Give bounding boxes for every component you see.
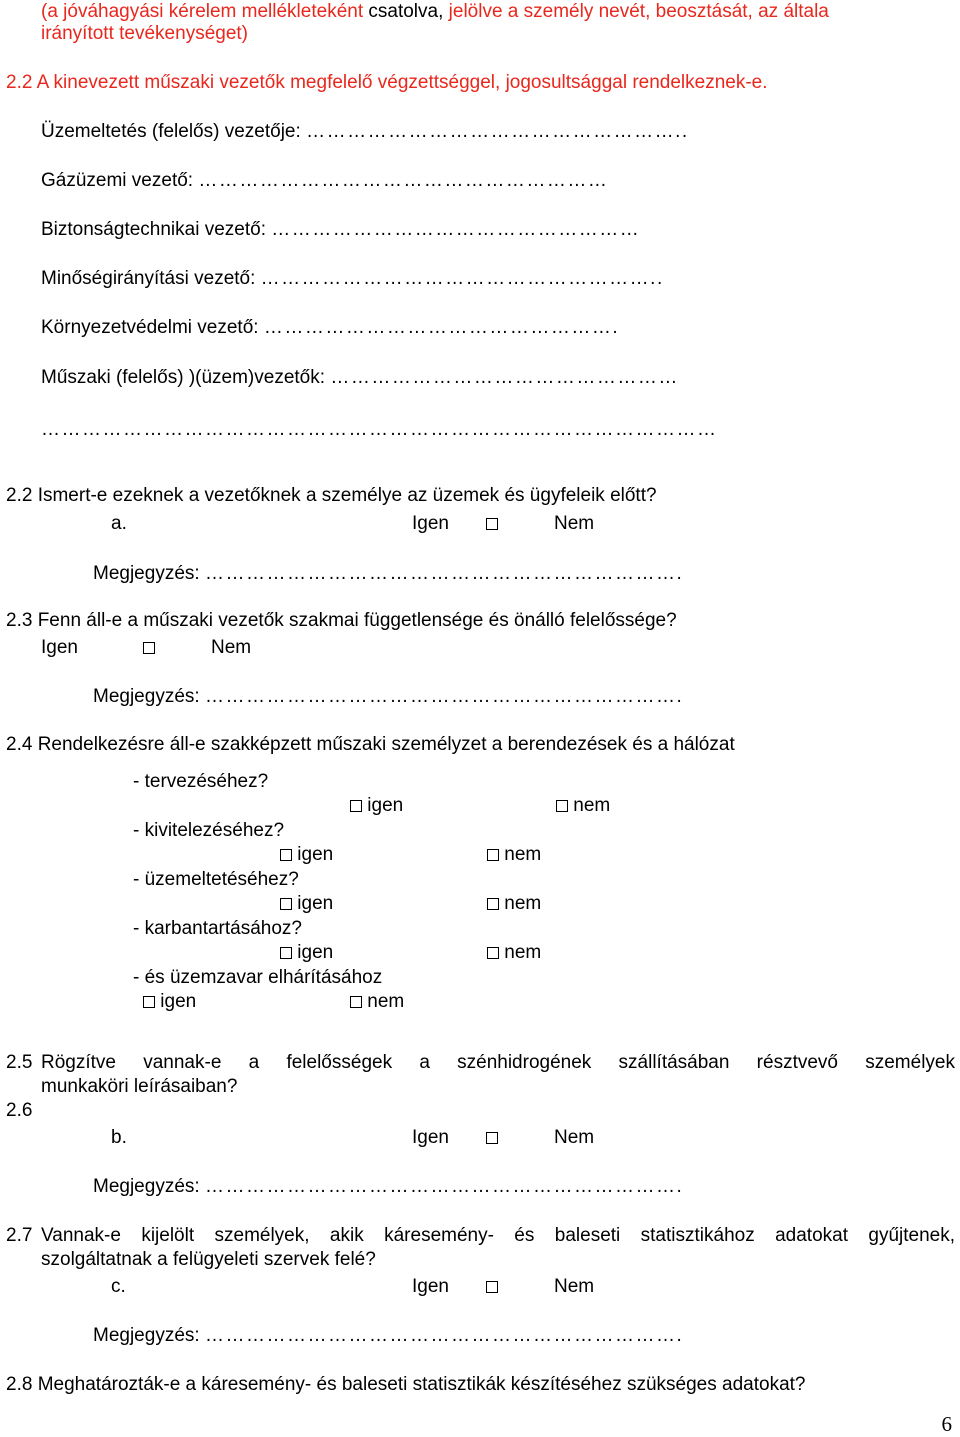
field-dots[interactable]: ……………………………………………: [330, 367, 679, 388]
item-fault-label: - és üzemzavar elhárításához: [133, 967, 383, 988]
section-title: A kinevezett műszaki vezetők megfelelő végzettséggel, jogosultsággal rendelkeznek-e.: [36, 72, 768, 93]
intro-black: csatolva,: [368, 1, 444, 22]
answer-nem: Nem: [554, 1127, 595, 1148]
field-dots[interactable]: …………………………………………………..: [260, 268, 664, 289]
section-2-2-heading: [6, 71, 956, 95]
section-title: Rendelkezésre áll-e szakképzett műszaki személyzet a berendezések és a hálózat: [37, 734, 735, 755]
section-2-7-title-line2: szolgáltatnak a felügyeleti szervek felé?: [41, 1249, 376, 1270]
field-dots[interactable]: ………………………………………………: [271, 219, 641, 240]
section-number: 2.4: [6, 734, 33, 755]
checkbox-icon: [350, 996, 362, 1008]
item-design-igen[interactable]: [350, 794, 403, 818]
remark-row: [93, 562, 683, 586]
section-title: Ismert-e ezeknek a vezetőknek a személye az üzemek és ügyfeleik előtt?: [37, 485, 657, 506]
field-label: Minőségirányítási vezető:: [41, 268, 256, 289]
checkbox-icon: [143, 642, 155, 654]
option-label: igen: [160, 991, 197, 1012]
option-label: nem: [573, 795, 611, 816]
field-row-safety: [41, 218, 640, 242]
item-build-igen[interactable]: [280, 843, 333, 867]
section-2-5-title-line1: Rögzítve vannak-e a felelősségek a szénhidrogének szállításában résztvevő személyek: [41, 1052, 955, 1073]
answer-nem: Nem: [554, 513, 595, 534]
field-row-quality: [41, 267, 664, 291]
letter-c: c.: [111, 1276, 126, 1297]
remark-label: Megjegyzés:: [93, 686, 200, 707]
section-number: 2.2: [6, 72, 33, 93]
section-2-7-title-line1: Vannak-e kijelölt személyek, akik káresemény- és baleseti statisztikához adatokat gyűjtenek,: [41, 1225, 955, 1246]
checkbox-icon: [143, 996, 155, 1008]
item-design-nem[interactable]: [556, 794, 610, 818]
field-label: Biztonságtechnikai vezető:: [41, 219, 266, 240]
checkbox-2-7[interactable]: [486, 1275, 498, 1299]
option-label: igen: [297, 893, 334, 914]
item-maintain-label: - karbantartásához?: [133, 918, 302, 939]
section-2-8-heading: [6, 1373, 805, 1397]
intro-red-a: (a jóváhagyási kérelem mellékleteként: [41, 1, 364, 22]
item-maintain-igen[interactable]: [280, 941, 333, 965]
section-number: 2.8: [6, 1374, 33, 1395]
letter-a: a.: [111, 513, 127, 534]
option-label: nem: [504, 893, 542, 914]
answer-igen: Igen: [412, 1276, 449, 1297]
remark-dots[interactable]: …………………………………………………………….: [204, 1176, 684, 1197]
section-2-3-heading: [6, 609, 677, 633]
remark-row: [93, 1324, 683, 1348]
section-number: 2.3: [6, 610, 33, 631]
section-2-6-number: 2.6: [6, 1100, 33, 1121]
checkbox-icon: [486, 518, 498, 530]
item-design-label: - tervezéséhez?: [133, 771, 269, 792]
intro-line-2: irányított tevékenységet): [41, 23, 248, 44]
item-build-nem[interactable]: [487, 843, 541, 867]
page-number: 6: [941, 1412, 952, 1436]
remark-dots[interactable]: …………………………………………………………….: [204, 563, 684, 584]
checkbox-icon: [486, 1132, 498, 1144]
intro-red-b: jelölve a személy nevét, beosztását, az általa: [448, 1, 829, 22]
section-number: 2.2: [6, 485, 33, 506]
section-title: Meghatározták-e a káresemény- és baleseti statisztikák készítéséhez szükséges adatokat?: [37, 1374, 806, 1395]
checkbox-2-2[interactable]: [486, 512, 498, 536]
checkbox-icon: [280, 849, 292, 861]
checkbox-icon: [487, 849, 499, 861]
field-row-environment: [41, 316, 619, 340]
item-maintain-nem[interactable]: [487, 941, 541, 965]
remark-row: [93, 1175, 683, 1199]
checkbox-2-3[interactable]: [143, 636, 155, 660]
item-operate-label: - üzemeltetéséhez?: [133, 869, 299, 890]
field-label: Gázüzemi vezető:: [41, 170, 194, 191]
checkbox-icon: [487, 947, 499, 959]
field-dots[interactable]: ………………………………………………..: [306, 121, 689, 142]
option-label: igen: [297, 942, 334, 963]
item-fault-nem[interactable]: [350, 990, 404, 1014]
answer-igen: Igen: [412, 513, 449, 534]
answer-nem: Nem: [554, 1276, 595, 1297]
section-title: Fenn áll-e a műszaki vezetők szakmai függetlensége és önálló felelőssége?: [37, 610, 677, 631]
field-dots[interactable]: ……………………………………………………: [198, 170, 609, 191]
field-label: Környezetvédelmi vezető:: [41, 317, 259, 338]
field-dots-continuation[interactable]: ………………………………………………………………………………………: [41, 419, 718, 440]
remark-dots[interactable]: …………………………………………………………….: [204, 686, 684, 707]
remark-label: Megjegyzés:: [93, 1325, 200, 1346]
intro-line-1: [41, 0, 829, 24]
field-row-technical: [41, 366, 679, 390]
option-label: igen: [367, 795, 404, 816]
section-2-2b-heading: [6, 484, 657, 508]
section-number: 2.7: [6, 1225, 33, 1246]
option-label: igen: [297, 844, 334, 865]
answer-igen: Igen: [412, 1127, 449, 1148]
item-build-label: - kivitelezéséhez?: [133, 820, 285, 841]
checkbox-icon: [486, 1281, 498, 1293]
remark-row: [93, 685, 683, 709]
section-2-5-title-line2: munkaköri leírásaiban?: [41, 1076, 238, 1097]
checkbox-icon: [487, 898, 499, 910]
answer-nem: Nem: [211, 637, 252, 658]
checkbox-2-6[interactable]: [486, 1126, 498, 1150]
checkbox-icon: [280, 898, 292, 910]
item-operate-nem[interactable]: [487, 892, 541, 916]
field-dots[interactable]: …………………………………………….: [263, 317, 620, 338]
checkbox-icon: [280, 947, 292, 959]
option-label: nem: [504, 844, 542, 865]
letter-b: b.: [111, 1127, 127, 1148]
item-fault-igen[interactable]: [143, 990, 196, 1014]
option-label: nem: [367, 991, 405, 1012]
field-label: Üzemeltetés (felelős) vezetője:: [41, 121, 301, 142]
answer-igen: Igen: [41, 637, 78, 658]
section-number: 2.5: [6, 1052, 33, 1073]
checkbox-icon: [350, 800, 362, 812]
checkbox-icon: [556, 800, 568, 812]
remark-label: Megjegyzés:: [93, 1176, 200, 1197]
field-label: Műszaki (felelős) )(üzem)vezetők:: [41, 367, 326, 388]
section-2-4-heading: [6, 733, 735, 757]
remark-dots[interactable]: …………………………………………………………….: [204, 1325, 684, 1346]
field-row-gas: [41, 169, 608, 193]
remark-label: Megjegyzés:: [93, 563, 200, 584]
field-row-operations: [41, 120, 689, 144]
item-operate-igen[interactable]: [280, 892, 333, 916]
option-label: nem: [504, 942, 542, 963]
